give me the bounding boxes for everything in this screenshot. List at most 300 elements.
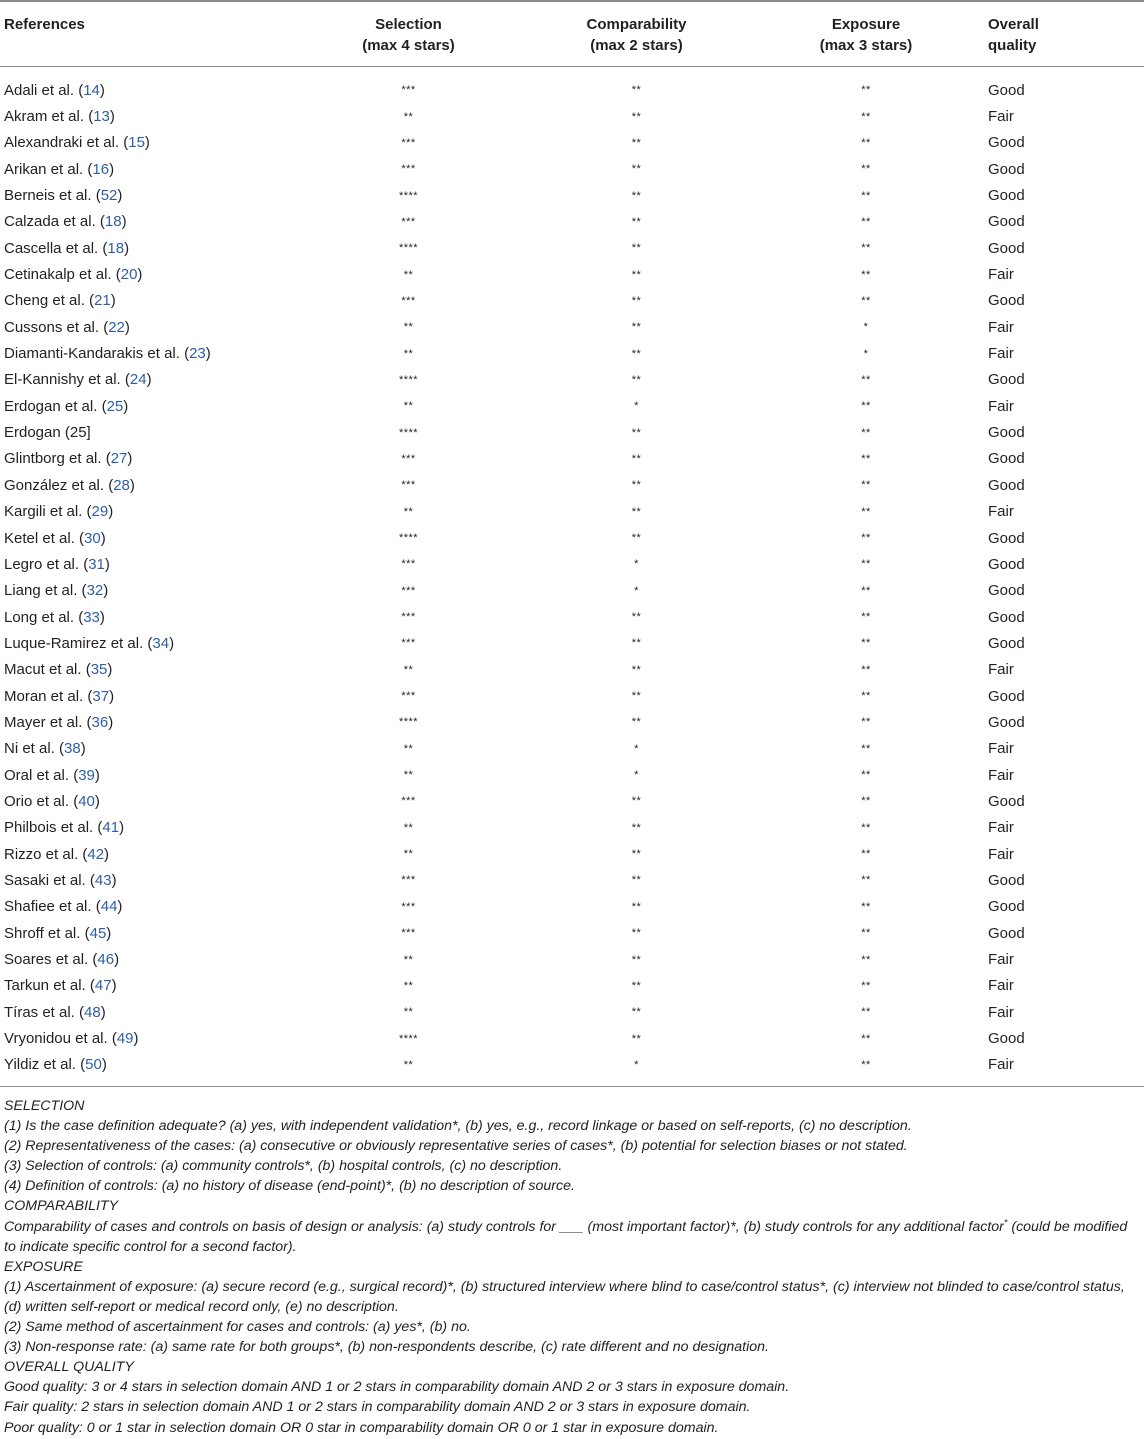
reference-cell <box>0 314 290 340</box>
selection-stars: ** <box>403 821 414 834</box>
reference-citation-close: ) <box>99 81 105 99</box>
reference-citation-link[interactable]: 40 <box>78 792 95 810</box>
reference-citation-close: ) <box>205 345 211 363</box>
header-comparability <box>527 1 746 67</box>
reference-cell <box>0 920 290 946</box>
reference-cell <box>0 999 290 1025</box>
reference-author: Luque-Ramirez et al. ( <box>4 634 153 652</box>
selection-stars: **** <box>398 1032 419 1045</box>
exposure-stars: ** <box>861 505 871 518</box>
overall-quality: Good <box>988 924 1025 942</box>
header-references-label: References <box>4 16 85 33</box>
overall-quality: Fair <box>988 397 1014 415</box>
overall-quality: Fair <box>988 951 1014 969</box>
overall-quality: Fair <box>988 1056 1014 1074</box>
reference-citation-link[interactable]: 24 <box>129 371 147 389</box>
overall-quality: Good <box>988 898 1025 916</box>
comparability-stars: ** <box>631 294 642 307</box>
header-overall-quality <box>986 1 1144 67</box>
exposure-stars: ** <box>861 452 871 465</box>
comparability-stars: ** <box>631 611 642 624</box>
footnote-comparability-heading: COMPARABILITY <box>4 1198 119 1215</box>
reference-cell <box>0 393 290 419</box>
reference-citation-close: ) <box>107 661 113 679</box>
exposure-stars: ** <box>861 769 871 782</box>
table-row <box>0 209 1144 235</box>
reference-citation-link[interactable]: 21 <box>94 292 111 310</box>
table-row <box>0 604 1144 630</box>
footnote-comparability-1 <box>4 1217 1142 1257</box>
reference-citation-link[interactable]: 35 <box>90 661 108 679</box>
reference-author: Soares et al. ( <box>4 951 98 969</box>
table-row <box>0 657 1144 683</box>
reference-citation-close: 25] <box>69 424 91 442</box>
footnote-comparability-1-sup: * <box>1003 1216 1008 1227</box>
reference-author: Mayer et al. ( <box>4 713 92 731</box>
comparability-stars: ** <box>631 637 642 650</box>
reference-citation-link[interactable]: 50 <box>85 1056 102 1074</box>
selection-stars: *** <box>401 795 416 808</box>
reference-author: Shroff et al. ( <box>4 924 90 942</box>
header-selection-max: (max 4 stars) <box>362 37 455 54</box>
reference-author: Cheng et al. ( <box>4 292 95 310</box>
reference-citation-close: ) <box>124 318 130 336</box>
reference-citation-link[interactable]: 33 <box>83 608 100 626</box>
table-row <box>0 920 1144 946</box>
overall-quality: Good <box>988 239 1025 257</box>
overall-quality: Good <box>988 371 1025 389</box>
reference-citation-link[interactable]: 47 <box>94 977 112 995</box>
reference-citation-close: ) <box>106 924 112 942</box>
reference-citation-close: ) <box>124 239 130 257</box>
reference-citation-close: ) <box>144 134 150 152</box>
comparability-stars: * <box>634 584 639 597</box>
reference-cell <box>0 499 290 525</box>
overall-quality: Good <box>988 529 1025 547</box>
reference-citation-link[interactable]: 48 <box>84 1003 101 1021</box>
reference-cell <box>0 235 290 261</box>
reference-cell <box>0 525 290 551</box>
table-row <box>0 340 1144 366</box>
overall-quality: Good <box>988 792 1025 810</box>
comparability-stars: ** <box>631 848 642 861</box>
overall-quality: Good <box>988 450 1025 468</box>
reference-author: Calzada et al. ( <box>4 213 105 231</box>
reference-cell <box>0 156 290 182</box>
reference-citation-link[interactable]: 27 <box>110 450 128 468</box>
reference-citation-close: ) <box>109 687 115 705</box>
overall-quality: Fair <box>988 977 1014 995</box>
overall-quality: Good <box>988 81 1025 99</box>
reference-citation-link[interactable]: 31 <box>88 555 105 573</box>
comparability-stars: ** <box>631 242 642 255</box>
table-row <box>0 367 1144 393</box>
selection-stars: *** <box>401 84 416 97</box>
selection-stars: *** <box>401 136 416 149</box>
table-row <box>0 788 1144 814</box>
exposure-stars: ** <box>861 611 871 624</box>
table-row <box>0 130 1144 156</box>
reference-cell <box>0 130 290 156</box>
exposure-stars: ** <box>861 690 871 703</box>
reference-citation-link[interactable]: 41 <box>102 819 120 837</box>
selection-stars: **** <box>398 242 419 255</box>
reference-cell <box>0 894 290 920</box>
footnote-exposure-3: (3) Non-response rate: (a) same rate for both groups*, (b) non-respondents describe, (c) rate different and no designation. <box>4 1339 769 1356</box>
selection-stars: ** <box>403 347 414 360</box>
table-row <box>0 973 1144 999</box>
reference-cell <box>0 367 290 393</box>
comparability-stars: ** <box>631 452 642 465</box>
table-row <box>0 683 1144 709</box>
overall-quality: Good <box>988 687 1025 705</box>
reference-author: Sasaki et al. ( <box>4 871 95 889</box>
overall-quality: Fair <box>988 661 1014 679</box>
table-row <box>0 103 1144 129</box>
reference-citation-link[interactable]: 46 <box>97 951 115 969</box>
reference-citation-close: ) <box>99 608 105 626</box>
reference-citation-close: ) <box>121 213 127 231</box>
exposure-stars: ** <box>861 426 871 439</box>
comparability-stars: ** <box>631 953 642 966</box>
reference-author: Long et al. ( <box>4 608 84 626</box>
selection-stars: ** <box>403 110 414 123</box>
reference-author: Erdogan et al. ( <box>4 397 107 415</box>
reference-citation-link[interactable]: 38 <box>64 740 81 758</box>
reference-author: Berneis et al. ( <box>4 187 101 205</box>
selection-stars: **** <box>398 532 419 545</box>
comparability-stars: ** <box>631 321 642 334</box>
footnote-quality-poor: Poor quality: 0 or 1 star in selection domain OR 0 star in comparability domain OR 0 or 1 star in exposure domain. <box>4 1419 719 1436</box>
header-exposure-max: (max 3 stars) <box>819 37 913 54</box>
reference-cell <box>0 973 290 999</box>
table-row <box>0 314 1144 340</box>
selection-stars: ** <box>403 1058 414 1071</box>
reference-author: Legro et al. ( <box>4 555 89 573</box>
overall-quality: Good <box>988 582 1025 600</box>
comparability-stars: * <box>634 558 639 571</box>
reference-citation-close: ) <box>129 476 135 494</box>
reference-citation-link[interactable]: 23 <box>189 345 206 363</box>
exposure-stars: ** <box>861 294 871 307</box>
reference-citation-close: ) <box>146 371 152 389</box>
overall-quality: Good <box>988 1030 1025 1048</box>
exposure-stars: ** <box>861 795 871 808</box>
reference-cell <box>0 472 290 498</box>
reference-citation-link[interactable]: 18 <box>107 239 125 257</box>
overall-quality: Good <box>988 160 1025 178</box>
comparability-stars: ** <box>631 821 642 834</box>
overall-quality: Good <box>988 871 1025 889</box>
exposure-stars: ** <box>861 84 871 97</box>
header-exposure-label: Exposure <box>831 16 901 33</box>
table-row <box>0 472 1144 498</box>
footnote-comparability-1-text-b: (could be modified to indicate specific control for a second factor). <box>4 1218 1128 1255</box>
reference-citation-link[interactable]: 25 <box>106 397 124 415</box>
comparability-stars: ** <box>631 690 642 703</box>
table-row <box>0 156 1144 182</box>
selection-stars: *** <box>401 637 416 650</box>
selection-stars: *** <box>401 479 416 492</box>
overall-quality: Good <box>988 608 1025 626</box>
reference-cell <box>0 946 290 972</box>
reference-citation-link[interactable]: 15 <box>128 134 145 152</box>
reference-cell <box>0 657 290 683</box>
reference-cell <box>0 261 290 287</box>
reference-citation-link[interactable]: 44 <box>100 898 118 916</box>
reference-cell <box>0 788 290 814</box>
reference-author: Diamanti-Kandarakis et al. ( <box>4 345 190 363</box>
reference-citation-link[interactable]: 37 <box>92 687 110 705</box>
comparability-stars: ** <box>631 110 642 123</box>
table-footnotes <box>4 1096 1142 1438</box>
reference-citation-link[interactable]: 14 <box>83 81 100 99</box>
exposure-stars: ** <box>861 215 871 228</box>
table-row <box>0 235 1144 261</box>
reference-author: Arikan et al. ( <box>4 160 93 178</box>
reference-author: Macut et al. ( <box>4 661 91 679</box>
reference-author: Akram et al. ( <box>4 108 94 126</box>
reference-citation-close: ) <box>104 555 110 573</box>
exposure-stars: * <box>863 347 869 360</box>
comparability-stars: ** <box>631 532 642 545</box>
reference-citation-close: ) <box>127 450 133 468</box>
comparability-stars: ** <box>631 716 642 729</box>
reference-citation-link[interactable]: 36 <box>91 713 109 731</box>
header-comparability-label: Comparability <box>586 16 687 33</box>
comparability-stars: ** <box>631 1006 642 1019</box>
selection-stars: ** <box>403 505 414 518</box>
table-row <box>0 578 1144 604</box>
reference-cell <box>0 841 290 867</box>
selection-stars: **** <box>398 373 419 386</box>
reference-cell <box>0 103 290 129</box>
reference-citation-link[interactable]: 29 <box>91 503 109 521</box>
reference-cell <box>0 604 290 630</box>
header-selection-label: Selection <box>375 16 442 33</box>
reference-author: González et al. ( <box>4 476 114 494</box>
exposure-stars: ** <box>861 742 871 755</box>
reference-citation-close: ) <box>111 871 117 889</box>
reference-citation-close: ) <box>94 766 100 784</box>
reference-author: El-Kannishy et al. ( <box>4 371 130 389</box>
reference-citation-link[interactable]: 30 <box>84 529 101 547</box>
header-selection <box>290 1 527 67</box>
selection-stars: ** <box>403 953 414 966</box>
table-row <box>0 762 1144 788</box>
reference-citation-link[interactable]: 43 <box>94 871 112 889</box>
comparability-stars: ** <box>631 163 642 176</box>
overall-quality: Good <box>988 213 1025 231</box>
table-row <box>0 288 1144 314</box>
comparability-stars: ** <box>631 874 642 887</box>
comparability-stars: ** <box>631 795 642 808</box>
comparability-stars: ** <box>631 927 642 940</box>
reference-author: Tíras et al. ( <box>4 1003 85 1021</box>
reference-cell <box>0 683 290 709</box>
selection-stars: *** <box>401 558 416 571</box>
reference-author: Kargili et al. ( <box>4 503 92 521</box>
table-row <box>0 1052 1144 1078</box>
reference-author: Yildiz et al. ( <box>4 1056 86 1074</box>
overall-quality: Good <box>988 634 1025 652</box>
reference-author: Erdogan ( <box>4 424 70 442</box>
reference-citation-close: ) <box>137 266 143 284</box>
comparability-stars: ** <box>631 900 642 913</box>
reference-cell <box>0 182 290 208</box>
reference-cell <box>0 551 290 577</box>
reference-cell <box>0 867 290 893</box>
reference-citation-link[interactable]: 49 <box>116 1030 134 1048</box>
reference-citation-close: ) <box>169 634 175 652</box>
table-row <box>0 867 1144 893</box>
reference-author: Alexandraki et al. ( <box>4 134 129 152</box>
reference-citation-close: ) <box>123 397 129 415</box>
reference-citation-link[interactable]: 22 <box>108 318 125 336</box>
selection-stars: ** <box>403 769 414 782</box>
reference-author: Ketel et al. ( <box>4 529 85 547</box>
overall-quality: Good <box>988 713 1025 731</box>
reference-author: Cascella et al. ( <box>4 239 108 257</box>
selection-stars: *** <box>401 452 416 465</box>
table-row <box>0 1025 1144 1051</box>
reference-cell <box>0 1025 290 1051</box>
table-body <box>0 67 1144 1079</box>
footnote-selection-2: (2) Representativeness of the cases: (a) consecutive or obviously representative series of cases*, (b) potential for selection biases or not stated. <box>4 1138 908 1155</box>
reference-citation-link[interactable]: 28 <box>113 476 130 494</box>
comparability-stars: ** <box>631 479 642 492</box>
reference-cell <box>0 288 290 314</box>
reference-citation-link[interactable]: 45 <box>89 924 107 942</box>
reference-citation-link[interactable]: 52 <box>100 187 118 205</box>
reference-citation-close: ) <box>103 582 109 600</box>
exposure-stars: ** <box>861 979 871 992</box>
reference-citation-link[interactable]: 39 <box>78 766 95 784</box>
reference-cell <box>0 815 290 841</box>
exposure-stars: ** <box>861 400 871 413</box>
exposure-stars: ** <box>861 874 871 887</box>
reference-citation-close: ) <box>100 1003 106 1021</box>
comparability-stars: ** <box>631 84 642 97</box>
table-row <box>0 894 1144 920</box>
overall-quality: Fair <box>988 266 1014 284</box>
header-exposure <box>746 1 986 67</box>
table-header <box>0 1 1144 67</box>
exposure-stars: ** <box>861 848 871 861</box>
comparability-stars: ** <box>631 268 642 281</box>
reference-cell <box>0 446 290 472</box>
reference-cell <box>0 736 290 762</box>
exposure-stars: ** <box>861 242 871 255</box>
reference-citation-link[interactable]: 16 <box>92 160 110 178</box>
reference-citation-link[interactable]: 20 <box>120 266 138 284</box>
exposure-stars: ** <box>861 663 871 676</box>
selection-stars: ** <box>403 1006 414 1019</box>
overall-quality: Fair <box>988 345 1014 363</box>
selection-stars: *** <box>401 584 416 597</box>
comparability-stars: ** <box>631 505 642 518</box>
table-row <box>0 630 1144 656</box>
reference-citation-close: ) <box>133 1030 139 1048</box>
reference-cell <box>0 419 290 445</box>
reference-cell <box>0 1052 290 1078</box>
table-row <box>0 525 1144 551</box>
header-quality-label-1: Overall <box>988 16 1039 33</box>
comparability-stars: * <box>634 769 639 782</box>
exposure-stars: ** <box>861 637 871 650</box>
exposure-stars: ** <box>861 189 871 202</box>
overall-quality: Fair <box>988 503 1014 521</box>
selection-stars: *** <box>401 611 416 624</box>
footnote-quality-fair: Fair quality: 2 stars in selection domain AND 1 or 2 stars in comparability domain AND 2 or 3 stars in exposure domain. <box>4 1399 751 1416</box>
reference-author: Shafiee et al. ( <box>4 898 101 916</box>
exposure-stars: ** <box>861 479 871 492</box>
comparability-stars: * <box>634 1058 639 1071</box>
table-bottom-rule <box>0 1086 1144 1087</box>
overall-quality: Fair <box>988 318 1014 336</box>
footnote-exposure-heading: EXPOSURE <box>4 1258 83 1275</box>
exposure-stars: ** <box>861 927 871 940</box>
reference-citation-link[interactable]: 32 <box>86 582 104 600</box>
table-row <box>0 999 1144 1025</box>
reference-author: Tarkun et al. ( <box>4 977 95 995</box>
footnote-quality-good: Good quality: 3 or 4 stars in selection domain AND 1 or 2 stars in comparability domain AND 2 or 3 stars in exposure domain. <box>4 1379 790 1396</box>
comparability-stars: ** <box>631 136 642 149</box>
header-references <box>0 1 290 67</box>
reference-citation-close: ) <box>117 898 123 916</box>
reference-citation-close: ) <box>100 529 106 547</box>
reference-citation-close: ) <box>108 713 114 731</box>
exposure-stars: ** <box>861 953 871 966</box>
table-row <box>0 551 1144 577</box>
reference-cell <box>0 209 290 235</box>
exposure-stars: ** <box>861 1006 871 1019</box>
reference-citation-close: ) <box>109 160 115 178</box>
reference-author: Ni et al. ( <box>4 740 65 758</box>
table-row <box>0 182 1144 208</box>
overall-quality: Good <box>988 424 1025 442</box>
reference-citation-link[interactable]: 34 <box>152 634 170 652</box>
reference-cell <box>0 630 290 656</box>
table-row <box>0 736 1144 762</box>
table-row <box>0 393 1144 419</box>
exposure-stars: ** <box>861 373 871 386</box>
comparability-stars: ** <box>631 347 642 360</box>
exposure-stars: ** <box>861 110 871 123</box>
reference-citation-close: ) <box>94 792 100 810</box>
footnote-comparability-1-text-a: Comparability of cases and controls on basis of design or analysis: (a) study controls for ___ (most important factor)*, (b) study controls for any additional factor <box>4 1218 1004 1235</box>
reference-author: Oral et al. ( <box>4 766 79 784</box>
reference-citation-close: ) <box>119 819 125 837</box>
exposure-stars: ** <box>861 716 871 729</box>
selection-stars: *** <box>401 874 416 887</box>
selection-stars: **** <box>398 426 419 439</box>
reference-citation-link[interactable]: 13 <box>93 108 110 126</box>
selection-stars: *** <box>401 163 416 176</box>
reference-citation-link[interactable]: 18 <box>104 213 122 231</box>
reference-author: Vryonidou et al. ( <box>4 1030 117 1048</box>
comparability-stars: * <box>634 400 639 413</box>
overall-quality: Fair <box>988 819 1014 837</box>
overall-quality: Good <box>988 292 1025 310</box>
reference-author: Glintborg et al. ( <box>4 450 111 468</box>
reference-citation-close: ) <box>80 740 86 758</box>
selection-stars: ** <box>403 979 414 992</box>
selection-stars: ** <box>403 321 414 334</box>
reference-citation-link[interactable]: 42 <box>87 845 105 863</box>
selection-stars: ** <box>403 742 414 755</box>
table-row <box>0 709 1144 735</box>
